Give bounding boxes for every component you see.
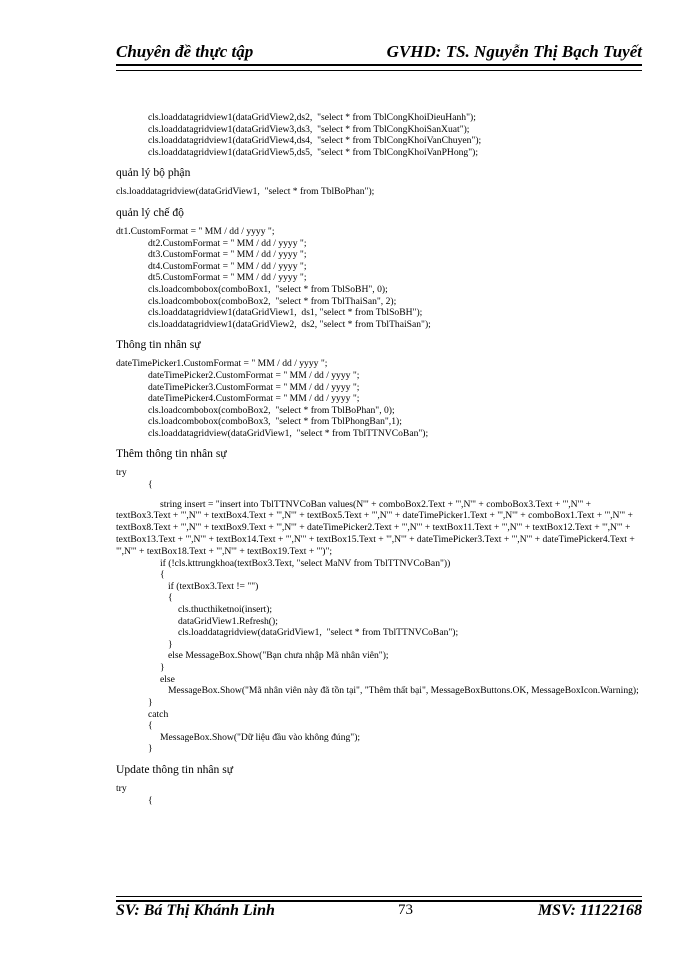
code-line: cls.loadcombobox(comboBox2, "select * from TblThaiSan", 2); bbox=[148, 295, 397, 307]
code-line: dateTimePicker1.CustomFormat = " MM / dd / yyyy "; bbox=[116, 358, 328, 370]
page-header bbox=[116, 40, 642, 66]
code-line: dataGridView1.Refresh(); bbox=[178, 615, 278, 627]
page-number: 73 bbox=[398, 902, 413, 918]
code-line: MessageBox.Show("Dữ liệu đầu vào không đúng"); bbox=[160, 731, 361, 743]
code-line: catch bbox=[148, 708, 169, 720]
code-line: dateTimePicker4.CustomFormat = " MM / dd / yyyy "; bbox=[148, 393, 360, 405]
code-line: dt4.CustomFormat = " MM / dd / yyyy "; bbox=[148, 260, 307, 272]
section-heading: quản lý chế độ bbox=[116, 205, 184, 219]
footer-student: SV: Bá Thị Khánh Linh bbox=[116, 902, 275, 919]
code-line: dt2.CustomFormat = " MM / dd / yyyy "; bbox=[148, 237, 307, 249]
code-line: try bbox=[116, 782, 127, 794]
code-line: } bbox=[168, 638, 173, 650]
code-line: try bbox=[116, 467, 127, 479]
code-line: cls.thucthiketnoi(insert); bbox=[178, 604, 273, 616]
code-line: } bbox=[148, 743, 153, 755]
header-title: Chuyên đề thực tập bbox=[116, 42, 254, 61]
code-line: dt5.CustomFormat = " MM / dd / yyyy "; bbox=[148, 272, 307, 284]
code-line: dt3.CustomFormat = " MM / dd / yyyy "; bbox=[148, 249, 307, 261]
code-line: cls.loaddatagridview(dataGridView1, "select * from TblBoPhan"); bbox=[116, 186, 375, 198]
code-line: } bbox=[160, 661, 165, 673]
document-body bbox=[116, 112, 644, 806]
code-line: { bbox=[148, 479, 153, 491]
page-footer bbox=[116, 902, 642, 926]
code-line: cls.loaddatagridview(dataGridView1, "select * from TblTTNVCoBan"); bbox=[148, 427, 429, 439]
code-line: dt1.CustomFormat = " MM / dd / yyyy "; bbox=[116, 225, 275, 237]
code-line: cls.loadcombobox(comboBox2, "select * from TblBoPhan", 0); bbox=[148, 404, 395, 416]
section-heading: Update thông tin nhân sự bbox=[116, 762, 234, 776]
code-line: cls.loaddatagridview1(dataGridView2, ds2, "select * from TblThaiSan"); bbox=[148, 318, 431, 330]
code-line: { bbox=[168, 592, 173, 604]
code-line: if (!cls.kttrungkhoa(textBox3.Text, "select MaNV from TblTTNVCoBan")) bbox=[160, 557, 451, 569]
code-line: if (textBox3.Text != "") bbox=[168, 580, 259, 592]
code-line: { bbox=[148, 720, 153, 732]
code-line: else bbox=[160, 673, 175, 685]
section-heading: Thêm thông tin nhân sự bbox=[116, 447, 227, 461]
code-line: } bbox=[148, 696, 153, 708]
code-line: cls.loaddatagridview1(dataGridView2,ds2, "select * from TblCongKhoiDieuHanh"); bbox=[148, 112, 476, 123]
code-line: dateTimePicker3.CustomFormat = " MM / dd / yyyy "; bbox=[148, 381, 360, 393]
spacer bbox=[116, 491, 644, 499]
section-heading: Thông tin nhân sự bbox=[116, 338, 201, 352]
code-line: cls.loaddatagridview1(dataGridView4,ds4, "select * from TblCongKhoiVanChuyen"); bbox=[148, 135, 482, 147]
footer-student-id: MSV: 11122168 bbox=[537, 902, 642, 919]
code-line: cls.loaddatagridview1(dataGridView5,ds5, "select * from TblCongKhoiVanPHong"); bbox=[148, 146, 479, 158]
section-heading: quản lý bộ phận bbox=[116, 166, 191, 180]
code-line: else MessageBox.Show("Bạn chưa nhập Mã nhân viên"); bbox=[168, 650, 389, 662]
code-line: cls.loaddatagridview1(dataGridView1, ds1, "select * from TblSoBH"); bbox=[148, 307, 423, 319]
header-divider bbox=[116, 64, 642, 71]
code-line: { bbox=[160, 569, 165, 581]
header-advisor: GVHD: TS. Nguyễn Thị Bạch Tuyết bbox=[386, 42, 642, 61]
code-line: cls.loaddatagridview(dataGridView1, "select * from TblTTNVCoBan"); bbox=[178, 627, 459, 639]
code-statement: string insert = "insert into TblTTNVCoBan values(N'" + comboBox2.Text + "',N'" + comboBox3.Text + "',N'" + textBox3.Text + "',N'" + textBox4.Text + "',N'" + textBox5.Text + "',N'" + dateTimePicker1.Text + "',N'" + comboBox1.Text + "',N'" + textBox8.Text + "',N'" + textBox9.Text + "',N'" + dateTimePicker2.Text + "',N'" + textBox11.Text + "',N'" + textBox12.Text + "',N'" + textBox13.Text + "',N'" + textBox14.Text + "',N'" + textBox15.Text + "',N'" + dateTimePicker3.Text + "',N'" + dateTimePicker4.Text + "',N'" + textBox18.Text + "',N'" + textBox19.Text + "')"; bbox=[116, 498, 635, 557]
code-line: dateTimePicker2.CustomFormat = " MM / dd / yyyy "; bbox=[148, 369, 360, 381]
code-line: cls.loadcombobox(comboBox1, "select * from TblSoBH", 0); bbox=[148, 283, 388, 295]
code-statement: MessageBox.Show("Mã nhân viên này đã tồn tại", "Thêm thất bại", MessageBoxButtons.OK, MessageBoxIcon.Warning); bbox=[168, 685, 639, 697]
code-line: cls.loaddatagridview1(dataGridView3,ds3, "select * from TblCongKhoiSanXuat"); bbox=[148, 123, 470, 135]
code-line: cls.loadcombobox(comboBox3, "select * from TblPhongBan",1); bbox=[148, 416, 402, 428]
code-line: { bbox=[148, 794, 153, 806]
